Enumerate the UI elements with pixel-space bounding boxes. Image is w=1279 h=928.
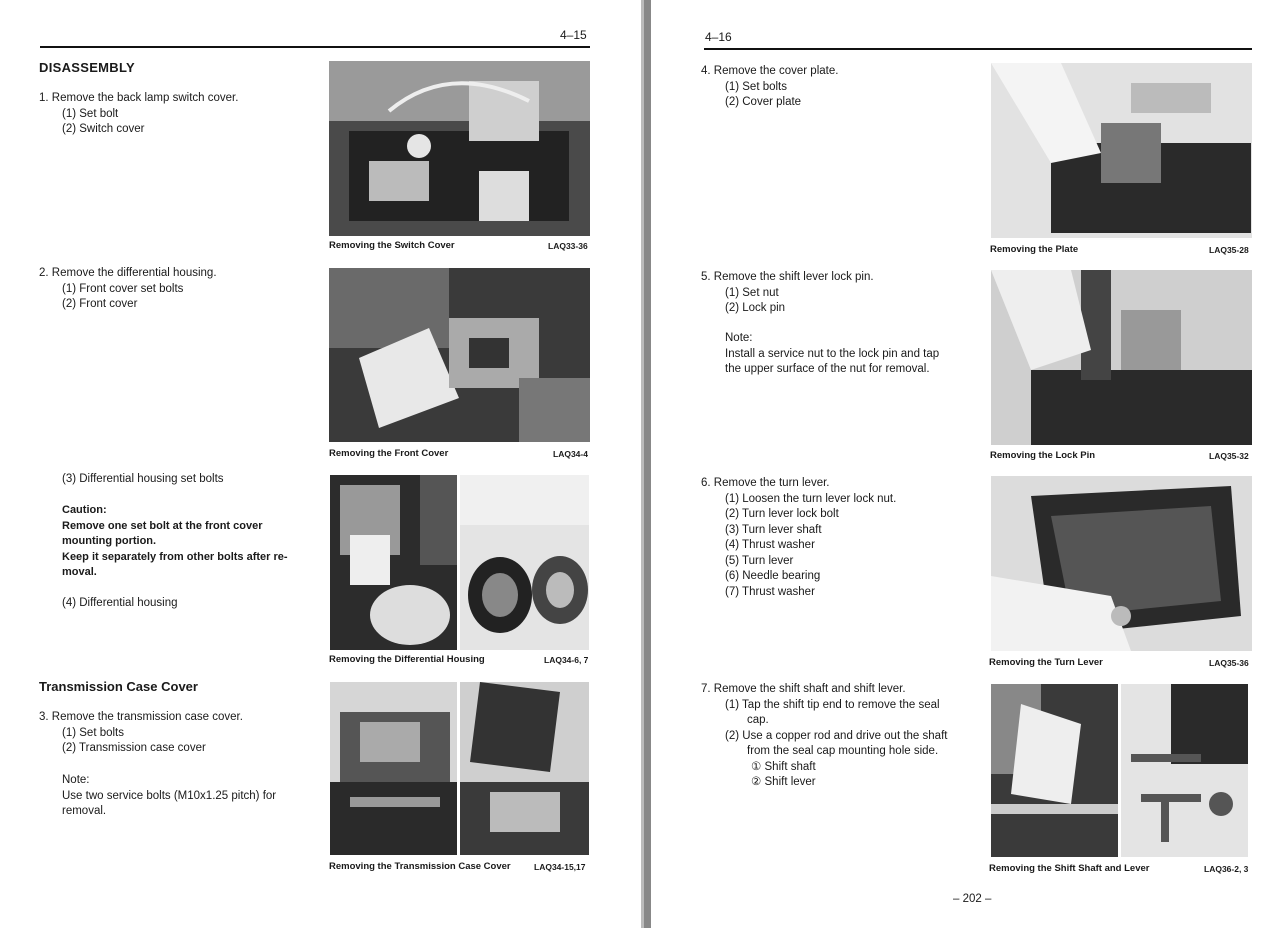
step-title: 6. Remove the turn lever. — [701, 477, 830, 489]
note-label: Note: — [62, 774, 90, 786]
step-1 — [39, 91, 238, 138]
figure-code: LAQ35-36 — [1209, 658, 1249, 668]
figure-code: LAQ35-32 — [1209, 451, 1249, 461]
step-item: (1) Front cover set bolts — [62, 282, 184, 295]
step-5 — [701, 270, 874, 317]
figure-caption: Removing the Lock Pin — [990, 450, 1096, 461]
section-heading: DISASSEMBLY — [39, 60, 136, 75]
caution-line: Remove one set bolt at the front cover — [62, 519, 263, 532]
page-number: 4–15 — [560, 28, 587, 42]
figure-caption: Removing the Differential Housing — [329, 654, 485, 665]
step-4 — [701, 64, 838, 111]
note-line: Install a service nut to the lock pin and tap — [725, 347, 940, 360]
photo-transmission-cover-b — [460, 682, 589, 855]
photo-shift-shaft — [991, 684, 1118, 857]
step-2-item-4: (4) Differential housing — [62, 597, 178, 609]
photo-turn-lever — [991, 476, 1252, 651]
photo-differential-housing-b — [460, 475, 589, 650]
step-2-item-3: (3) Differential housing set bolts — [62, 473, 224, 485]
note-label: Note: — [725, 332, 753, 344]
photo-transmission-cover-a — [330, 682, 457, 855]
figure-code: LAQ33-36 — [548, 241, 588, 251]
step-line: from the seal cap mounting hole side. — [747, 745, 939, 757]
step-item: (3) Turn lever shaft — [725, 523, 822, 536]
photo-differential-housing-a — [330, 475, 457, 650]
caution-label: Caution: — [62, 504, 107, 516]
figure-code: LAQ34-6, 7 — [544, 655, 589, 665]
step-item: (2) Transmission case cover — [62, 742, 206, 754]
step-title: 1. Remove the back lamp switch cover. — [39, 92, 239, 104]
page-footer: – 202 – — [953, 893, 992, 905]
note-line: the upper surface of the nut for removal. — [725, 363, 930, 375]
step-item: (5) Turn lever — [725, 554, 794, 567]
step-6 — [701, 476, 896, 600]
step-item: (2) Lock pin — [725, 302, 786, 314]
photo-shift-lever — [1121, 684, 1248, 857]
figure-caption: Removing the Front Cover — [329, 448, 449, 459]
step-item: (6) Needle bearing — [725, 570, 821, 582]
step-item: (4) Thrust washer — [725, 539, 815, 551]
step-line: (1) Tap the shift tip end to remove the seal — [725, 698, 940, 711]
header-rule — [40, 46, 590, 48]
step-item: (2) Turn lever lock bolt — [725, 508, 839, 520]
step-item: (1) Set bolt — [62, 107, 119, 120]
figure-code: LAQ36-2, 3 — [1204, 864, 1249, 874]
step-item: (1) Set nut — [725, 286, 779, 299]
step-line: ① Shift shaft — [751, 760, 816, 773]
figure-caption: Removing the Turn Lever — [989, 657, 1103, 668]
photo-plate — [991, 63, 1252, 238]
step-title: 3. Remove the transmission case cover. — [39, 711, 243, 723]
step-7 — [701, 682, 947, 791]
photo-lock-pin — [991, 270, 1252, 445]
note-block — [725, 331, 939, 378]
step-title: 5. Remove the shift lever lock pin. — [701, 271, 874, 283]
figure-code: LAQ34-15,17 — [534, 862, 586, 872]
step-item: (1) Loosen the turn lever lock nut. — [725, 492, 897, 505]
figure-code: LAQ35-28 — [1209, 245, 1249, 255]
note-block — [62, 773, 276, 820]
note-line: removal. — [62, 805, 107, 817]
caution-block — [62, 503, 296, 581]
figure-caption: Removing the Transmission Case Cover — [329, 861, 511, 872]
step-item: (2) Switch cover — [62, 123, 145, 135]
step-line: ② Shift lever — [751, 776, 816, 788]
section-heading: Transmission Case Cover — [39, 679, 198, 694]
step-title: 7. Remove the shift shaft and shift lever. — [701, 683, 906, 695]
figure-caption: Removing the Switch Cover — [329, 240, 455, 251]
page-number: 4–16 — [705, 30, 732, 44]
caution-line: Keep it separately from other bolts after re- — [62, 550, 288, 563]
page-gutter — [641, 0, 651, 928]
step-title: 2. Remove the differential housing. — [39, 267, 217, 279]
step-title: 4. Remove the cover plate. — [701, 65, 839, 77]
step-item: (1) Set bolts — [62, 726, 124, 739]
caution-line: moval. — [62, 566, 97, 578]
step-item: (7) Thrust washer — [725, 585, 815, 598]
figure-code: LAQ34-4 — [553, 449, 588, 459]
header-rule — [704, 48, 1252, 50]
step-3 — [39, 710, 243, 757]
step-2 — [39, 266, 217, 313]
step-item: (2) Cover plate — [725, 96, 802, 108]
note-line: Use two service bolts (M10x1.25 pitch) for — [62, 789, 277, 802]
figure-caption: Removing the Plate — [990, 244, 1079, 255]
step-line: (2) Use a copper rod and drive out the shaft — [725, 729, 948, 742]
step-item: (1) Set bolts — [725, 80, 787, 93]
right-page — [651, 0, 1279, 928]
photo-front-cover — [329, 268, 590, 442]
photo-switch-cover — [329, 61, 590, 236]
step-line: cap. — [747, 714, 769, 726]
step-item: (2) Front cover — [62, 298, 138, 310]
figure-caption: Removing the Shift Shaft and Lever — [989, 863, 1150, 874]
caution-line: mounting portion. — [62, 535, 157, 547]
